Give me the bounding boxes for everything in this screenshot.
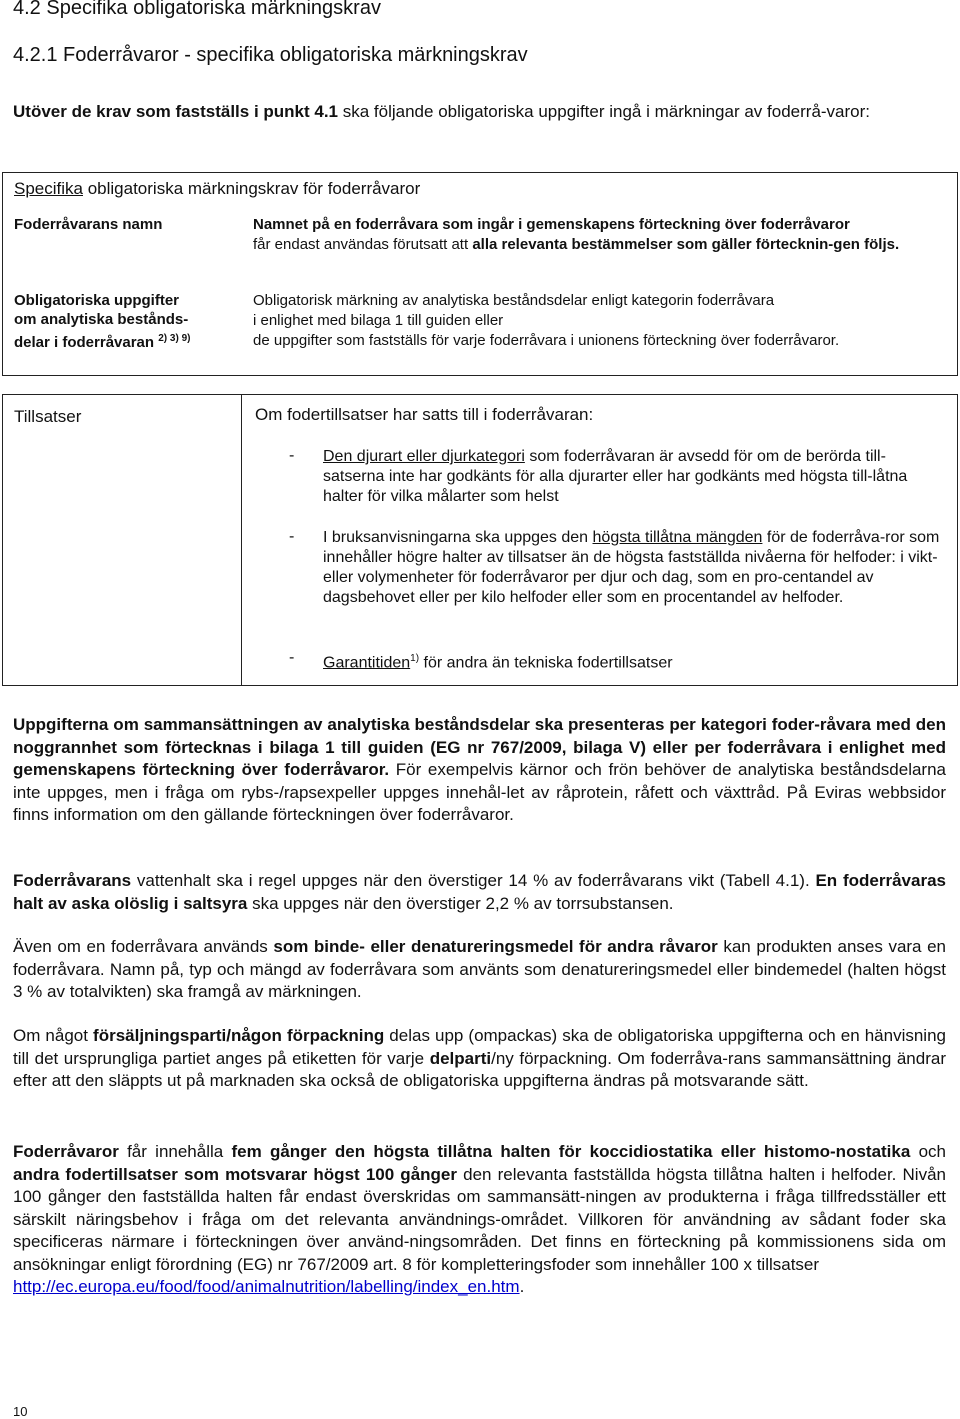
row-text-analytical-l3: de uppgifter som fastställs för varje foderråvara i unionens förteckning över foderråvaror.: [253, 332, 840, 349]
intro-bold: Utöver de krav som fastställs i punkt 4.1: [13, 102, 339, 121]
item2-rest: för de foderråva-ror som innehåller högre halter av tillsatser än de högsta fastställda nivåerna för helfoder: i vikt- eller volymenheter för foderråvaror per djur och dag, som en pro-centandel av dagsbehovet eller per kilo helfoder eller som en procentandel av helfoder.: [323, 529, 940, 606]
table-title-rest: obligatoriska märkningskrav för foderråvaror: [82, 179, 421, 198]
row-text-name: [253, 215, 953, 255]
item2-underlined: högsta tillåtna mängden: [592, 529, 763, 546]
dash-1: -: [289, 447, 295, 464]
additive-item-1: [323, 447, 943, 507]
page-number: 10: [13, 1404, 28, 1419]
column-divider: [241, 395, 242, 685]
p5-bold1: Foderråvaror: [13, 1142, 119, 1161]
p5-text1: får innehålla: [118, 1142, 232, 1161]
table-title-underlined: Specifika: [14, 179, 83, 198]
p4-bold1: försäljningsparti/någon förpackning: [93, 1026, 385, 1045]
additives-heading: Om fodertillsatser har satts till i foderråvaran:: [255, 405, 594, 424]
p3-bold1: som binde- eller denatureringsmedel för andra råvaror: [273, 937, 718, 956]
p5-bold2: fem gånger den högsta tillåtna halten för koccidiostatika eller histomo-nostatika: [231, 1142, 911, 1161]
row-label-analytical-l1: Obligatoriska uppgifter: [14, 292, 180, 309]
row-label-name: Foderråvarans namn: [14, 216, 163, 233]
section-heading-4-2-1: 4.2.1 Foderråvaror - specifika obligatoriska märkningskrav: [13, 44, 528, 66]
p4-text1: Om något: [13, 1026, 94, 1045]
additive-item-3: [323, 649, 943, 673]
p2-bold2: En foderråvaras halt av aska olöslig i saltsyra: [13, 871, 946, 913]
p5-bold3: andra fodertillsatser som motsvarar högst 100 gånger: [13, 1164, 457, 1184]
p3-text1: Även om en foderråvara används: [13, 937, 274, 956]
row-text-name-plain: får endast användas förutsatt att: [253, 236, 469, 253]
eu-labelling-link[interactable]: http://ec.europa.eu/food/food/animalnutrition/labelling/index_en.htm: [13, 1277, 520, 1296]
item3-underlined: Garantitiden: [323, 654, 411, 672]
row-text-analytical-l1: Obligatorisk märkning av analytiska beståndsdelar enligt kategorin foderråvara: [253, 292, 775, 309]
p3-text2: kan produkten anses vara en foderråvara. Namn på, typ och mängd av foderråvara som använts som denatureringsmedel eller bindemedel (halten högst 3 % av totalvikten) ska framgå av märkningen.: [13, 937, 946, 1001]
row-label-analytical: [14, 291, 190, 352]
dash-3: -: [289, 649, 295, 666]
paragraph-composition: [13, 714, 946, 827]
paragraph-water-content: [13, 870, 946, 915]
additive-item-2: [323, 528, 943, 608]
section-heading-4-2: 4.2 Specifika obligatoriska märkningskrav: [13, 0, 381, 19]
p5-text2: och: [910, 1142, 946, 1161]
table-title: [14, 179, 420, 199]
requirements-table: [2, 172, 958, 376]
row-text-analytical-l2: i enlighet med bilaga 1 till guiden eller: [253, 312, 504, 329]
item3-rest: för andra än tekniska fodertillsatser: [419, 654, 673, 672]
p4-bold2: delparti: [429, 1048, 492, 1068]
item3-footnote: 1): [410, 653, 420, 664]
paragraph-additive-limits: [13, 1141, 946, 1299]
item1-rest: som foderråvaran är avsedd för om de berörda till-satserna inte har godkänts för alla djurarter eller har godkänts med högsta till-låtna halter för vilka målarter som helst: [323, 448, 908, 505]
row-text-name-bold1: Namnet på en foderråvara som ingår i gemenskapens förteckning över foderråvaror: [253, 216, 850, 233]
p5-end: .: [519, 1277, 525, 1296]
p2-text1: vattenhalt ska i regel uppges när den överstiger 14 % av foderråvarans vikt (Tabell 4.1).: [131, 871, 816, 890]
row-label-footnote-refs: 2) 3) 9): [158, 333, 191, 344]
intro-rest: ska följande obligatoriska uppgifter ingå i märkningar av foderrå-varor:: [338, 102, 871, 121]
intro-paragraph: [13, 101, 948, 123]
p4-text3: /ny förpackning. Om foderråva-rans sammansättning ändrar efter att den släppts ut på marknaden ska också de obligatoriska uppgifterna ändras på motsvarande sätt.: [13, 1048, 946, 1090]
row-label-analytical-l2: om analytiska bestånds-: [14, 311, 189, 328]
row-text-analytical: [253, 291, 953, 351]
p4-text2: delas upp (ompackas) ska de obligatoriska uppgifterna och en hänvisning till det ursprungliga partiet anges på etiketten för varje: [13, 1026, 946, 1068]
p2-text2: ska uppges när den överstiger 2,2 % av torrsubstansen.: [247, 893, 674, 913]
paragraph-repacking: [13, 1025, 946, 1093]
additives-table: [2, 394, 958, 686]
item1-underlined: Den djurart eller djurkategori: [323, 448, 525, 465]
p5-text3: den relevanta fastställda högsta tillåtna halten i helfoder. Nivån 100 gånger den fastställda halten får endast överskridas om sammansätt-ningen av produkterna i fråga tillfredsställer ett särskilt näringsbehov i fråga om det relevanta användnings-området. Villkoren för användning av sådant foder ska specificeras närmare i förteckningen över använd-ningsområden. Det finns en förteckning på kommissionens sida om ansökningar enligt förordning (EG) nr 767/2009 art. 8 för kompletteringsfoder som innehåller 100 x tillsatser: [13, 1164, 946, 1274]
p2-bold1: Foderråvarans: [13, 871, 132, 890]
row-label-analytical-l3: delar i foderråvaran: [14, 334, 155, 351]
paragraph-binder: [13, 936, 946, 1004]
item2-pre: I bruksanvisningarna ska uppges den: [323, 529, 593, 546]
additives-label: Tillsatser: [14, 407, 82, 426]
p1-bold: Uppgifterna om sammansättningen av analytiska beståndsdelar ska presenteras per kategori foder-råvara med den noggrannhet som förtecknas i bilaga 1 till guiden (EG nr 767/2009, bilaga V) eller per foderråvara i enlighet med gemenskapens förteckning över foderråvaror.: [13, 715, 946, 779]
dash-2: -: [289, 528, 295, 545]
row-label-analytical-l3-wrap: [14, 329, 190, 352]
row-text-name-bold2: alla relevanta bestämmelser som gäller förtecknin-gen följs.: [472, 236, 900, 253]
p1-rest: För exempelvis kärnor och frön behöver de analytiska beståndsdelarna inte uppges, men i fråga om rybs-/rapsexpeller uppges innehål-let av råprotein, råfett och växttråd. På Eviras webbsidor finns information om den gällande förteckningen över foderråvaror.: [13, 760, 946, 824]
